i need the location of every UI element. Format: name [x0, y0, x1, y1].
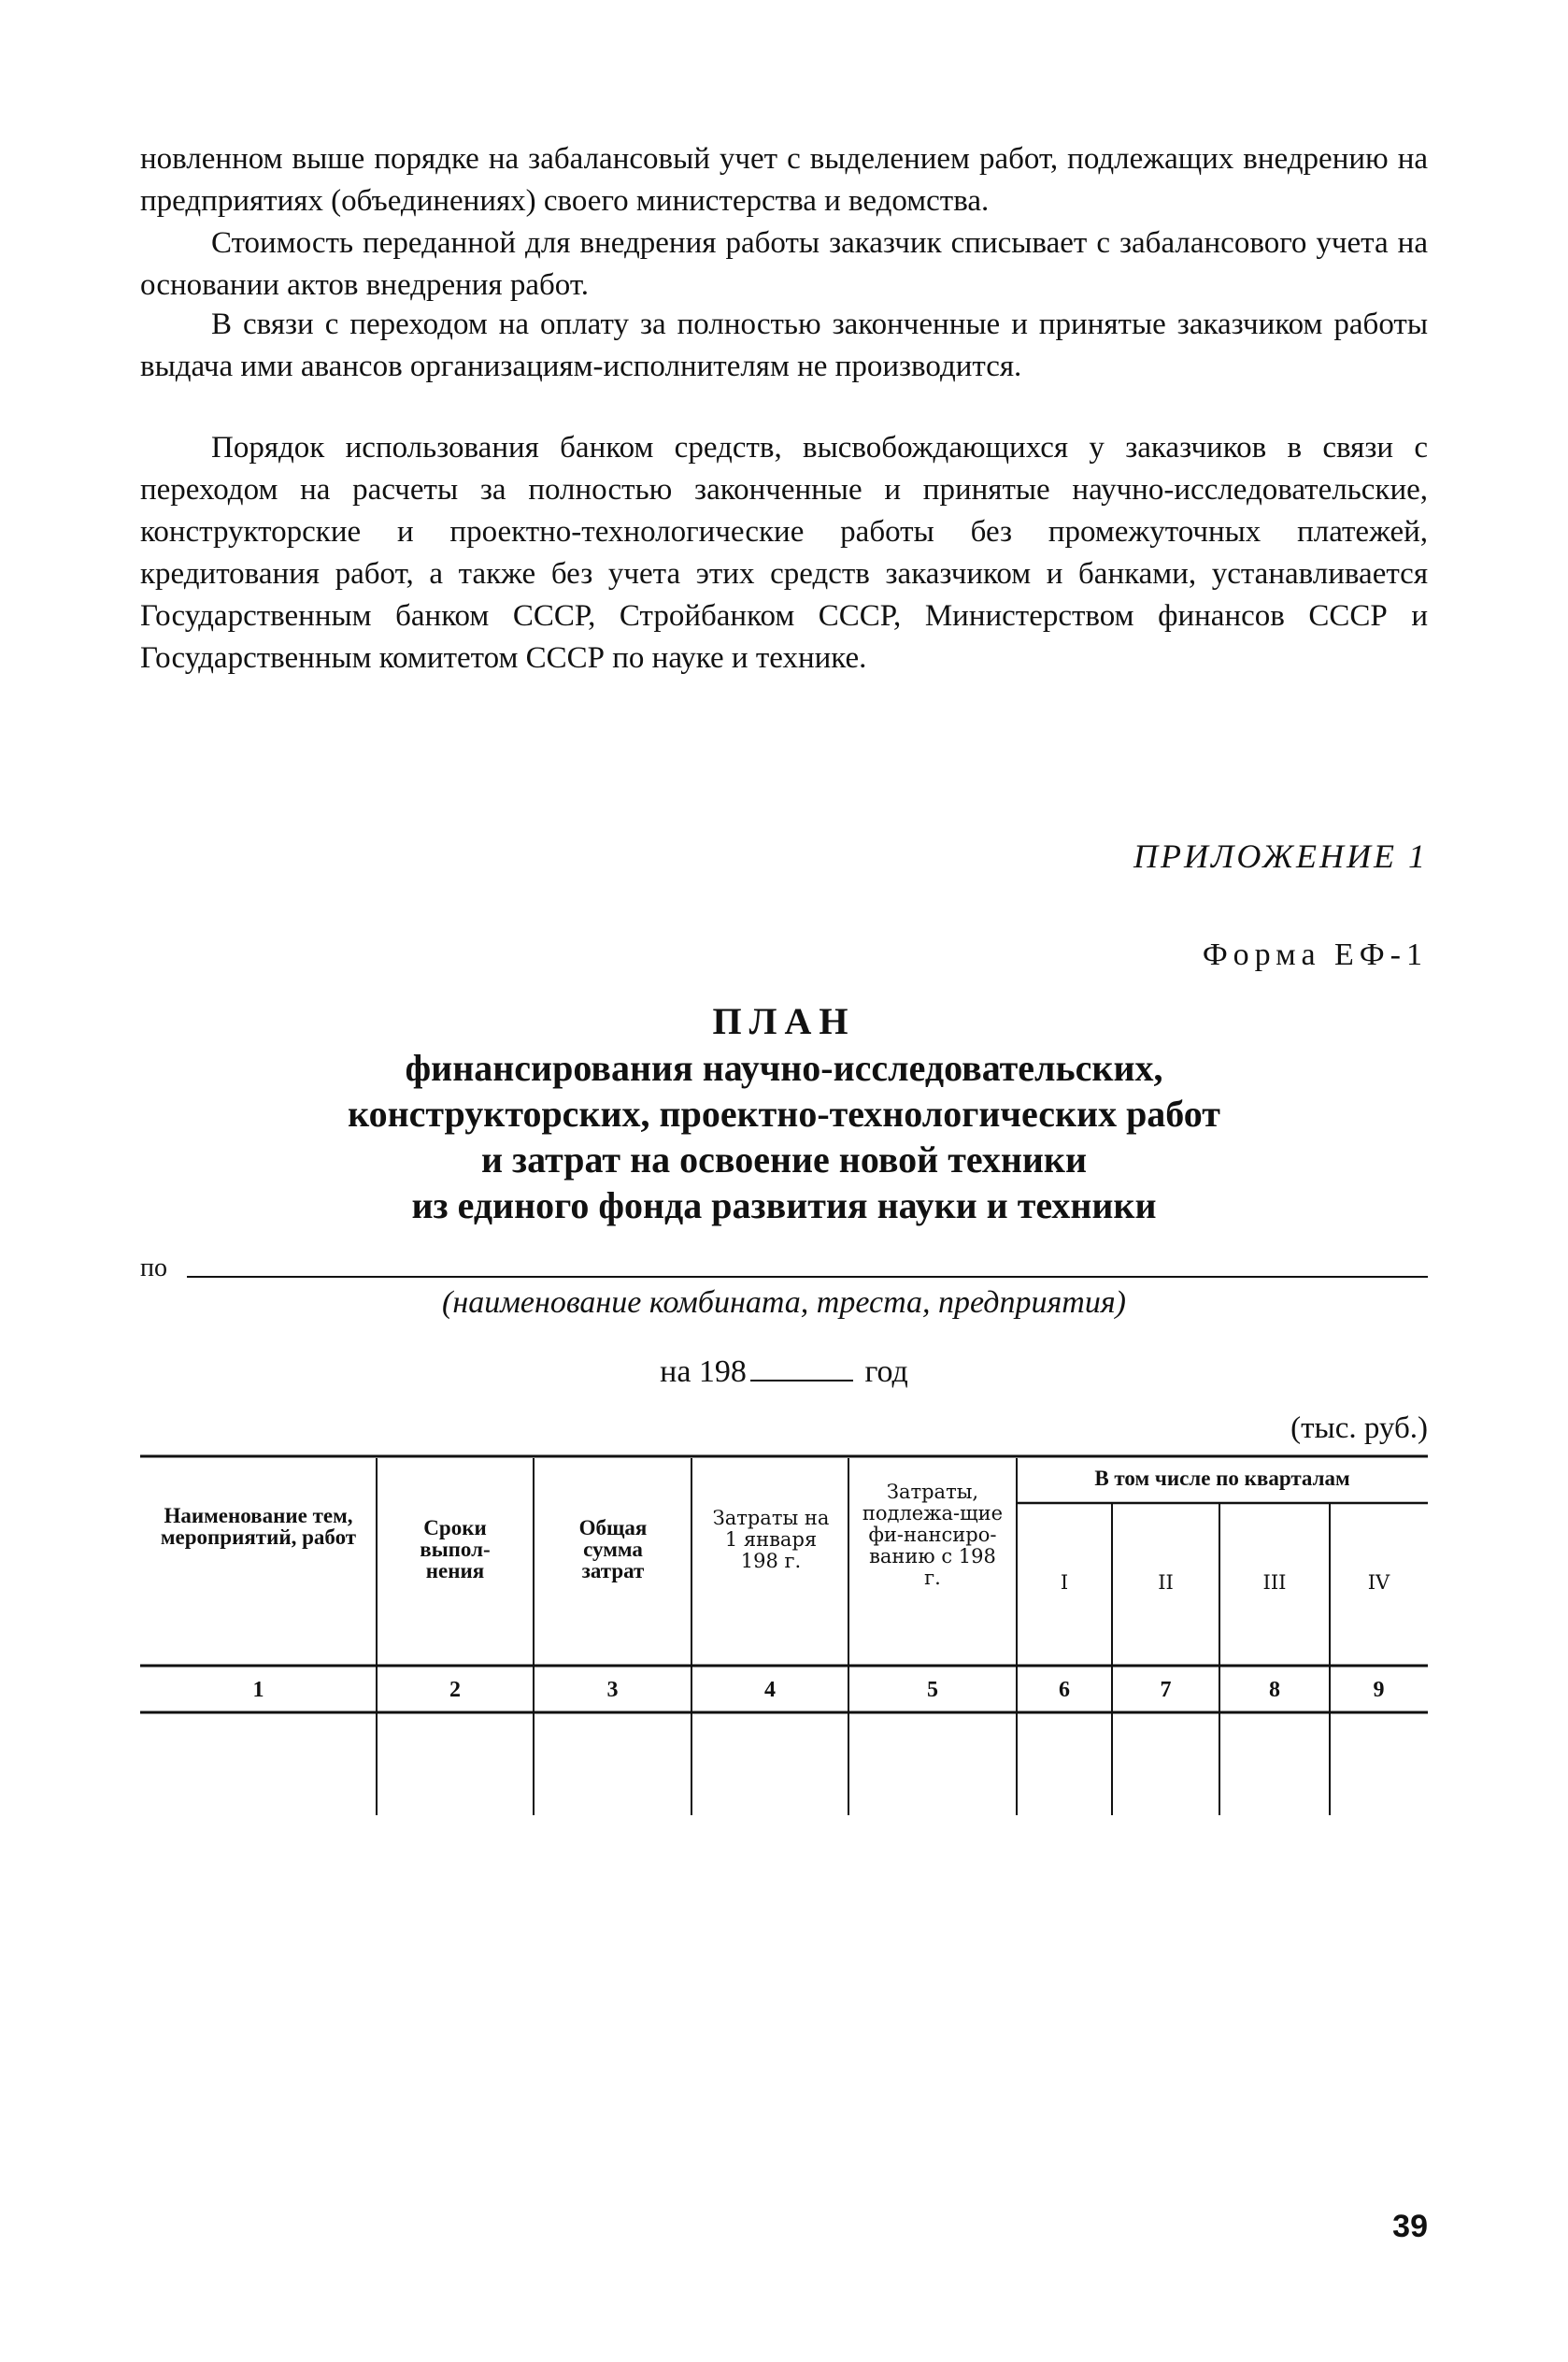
- column-number-5: 5: [927, 1678, 938, 1702]
- appendix-label: ПРИЛОЖЕНИЕ 1: [1133, 837, 1428, 875]
- paragraph-3: В связи с переходом на оплату за полностью законченные и принятые заказчиком работы выдача ими авансов организациям-исполнителям не производится.: [140, 308, 1428, 383]
- year-suffix: год: [864, 1354, 908, 1389]
- finance-table: [140, 1453, 1428, 1827]
- plan-heading: ПЛАН: [712, 1000, 856, 1042]
- title-line-4: из единого фонда развития науки и техники: [411, 1184, 1157, 1226]
- title-line-2: конструкторских, проектно-технологических работ: [348, 1093, 1220, 1135]
- header-name: Наименование тем, мероприятий, работ: [160, 1504, 357, 1549]
- column-number-7: 7: [1160, 1678, 1172, 1702]
- organization-caption: (наименование комбината, треста, предприятия): [442, 1285, 1126, 1320]
- header-total: Общая сумма затрат: [578, 1516, 648, 1582]
- header-spent: Затраты на 1 января 198 г.: [712, 1507, 830, 1572]
- header-to-finance: Затраты, подлежа-щие фи-нансиро-ванию с 198 г.: [862, 1481, 1004, 1589]
- year-prefix: на 198: [660, 1354, 747, 1389]
- header-quarter-3: III: [1262, 1571, 1287, 1594]
- column-number-3: 3: [606, 1678, 619, 1702]
- column-number-9: 9: [1373, 1678, 1385, 1702]
- paragraph-2: Стоимость переданной для внедрения работы заказчик списывает с забалансового учета на основании актов внедрения работ.: [140, 226, 1428, 302]
- paragraph-1: новленном выше порядке на забалансовый учет с выделением работ, подлежащих внедрению на предприятиях (объединениях) своего министерства и ведомства.: [140, 142, 1428, 218]
- organization-field: [140, 1246, 1428, 1283]
- form-label: Форма ЕФ-1: [1202, 938, 1428, 972]
- title-line-3: и затрат на освоение новой техники: [480, 1138, 1088, 1181]
- header-term: Сроки выпол-нения: [420, 1516, 491, 1582]
- organization-blank-line: [187, 1276, 1428, 1278]
- header-quarter-2: II: [1158, 1571, 1174, 1594]
- plan-title: [140, 998, 1428, 1228]
- header-quarters-group: В том числе по кварталам: [1094, 1467, 1350, 1490]
- year-blank: [750, 1353, 853, 1381]
- column-number-2: 2: [449, 1678, 461, 1702]
- paragraph-4: Порядок использования банком средств, высвобождающихся у заказчиков в связи с переходом на расчеты за полностью законченные и принятые научно-исследовательские, конструкторские и проектно-технологические работы без промежуточных платежей, кредитования работ, а также без учета этих средств заказчиком и банками, устанавливается Государственным банком СССР, Стройбанком СССР, Министерством финансов СССР и Государственным комитетом СССР по науке и технике.: [140, 431, 1428, 675]
- page-number: 39: [1392, 2209, 1428, 2244]
- column-number-6: 6: [1059, 1678, 1070, 1702]
- header-quarter-4: IV: [1367, 1571, 1390, 1594]
- po-label: по: [140, 1253, 167, 1282]
- header-quarter-1: I: [1060, 1571, 1069, 1594]
- column-number-1: 1: [252, 1678, 264, 1702]
- column-number-8: 8: [1269, 1678, 1280, 1702]
- units-label: (тыс. руб.): [1290, 1411, 1428, 1445]
- year-field: [140, 1353, 1428, 1390]
- title-line-1: финансирования научно-исследовательских,: [405, 1047, 1163, 1089]
- column-number-4: 4: [764, 1678, 776, 1702]
